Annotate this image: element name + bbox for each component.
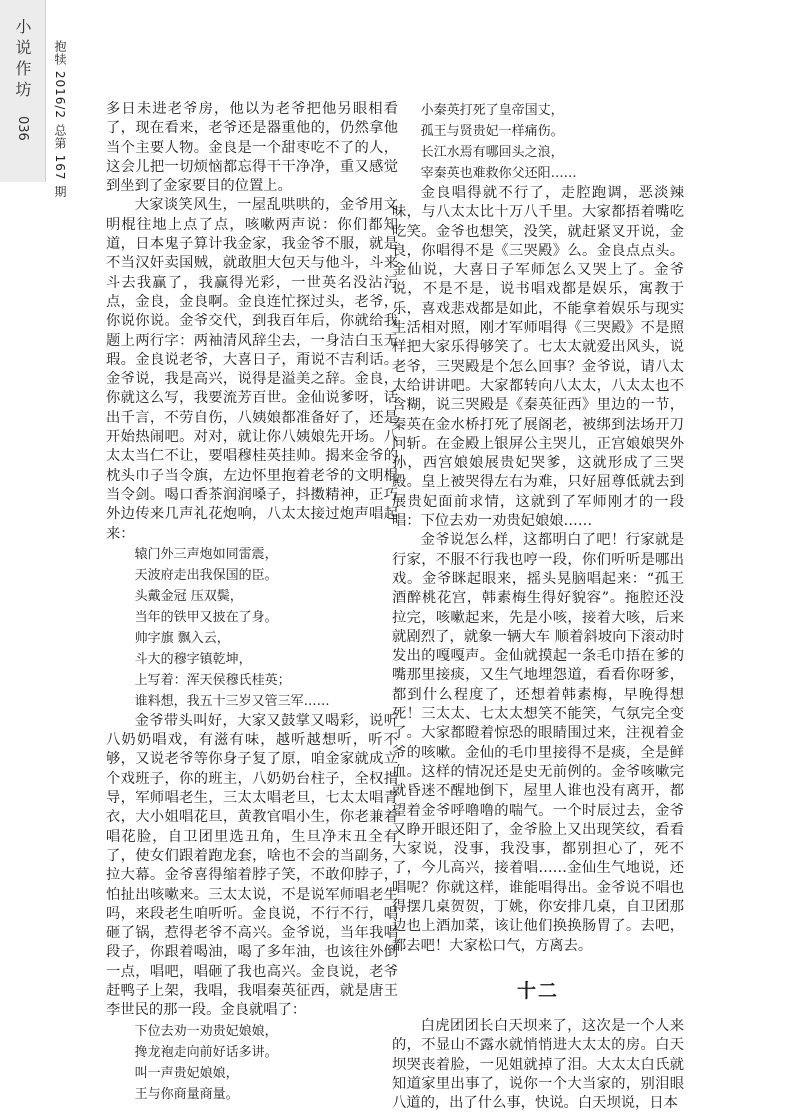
verse-line: 天波府走出我保国的臣。 bbox=[134, 567, 278, 583]
verse-line: 斗大的穆字镇乾坤， bbox=[134, 651, 252, 667]
verse-line: 头戴金冠 压双鬓， bbox=[134, 588, 243, 604]
verse-line: 谁料想，我五十三岁又管三军…… bbox=[134, 693, 330, 709]
paragraph: 多日未进老爷房，他以为老爷把他另眼相看了，现在看来，老爷还是器重他的，仍然拿他当个主要人物。金良是一个甜枣吃不了的人，这会儿把一切烦恼都忘得干干净净，重又感觉到坐到了金家要目的位置上。 bbox=[106, 101, 398, 195]
verse-line: 叫一声贵妃娘娘， bbox=[134, 1065, 239, 1081]
chapter-heading: 十二 bbox=[516, 979, 559, 1002]
issue-info bbox=[52, 40, 69, 198]
right-column bbox=[392, 100, 684, 1114]
verse-line: 宰秦英也难救你父还阳…… bbox=[420, 166, 577, 181]
paragraph: 金爷带头叫好，大家又鼓掌又喝彩，说听八奶奶唱戏，有滋有味，越听越想听，听不够，又说老爷等你身子复了原，咱金家就成立个戏班子，你的班主，八奶奶台柱子，全权指导，军师唱老生，三太太唱老旦，七太太唱青衣，大小姐唱花旦，黄教官唱小生，你老兼着唱花脸，自卫团里选丑角，生旦净末丑全有了，使女们跟着跑龙套，啥也不会的当副务，拉大幕。金爷喜得缩着脖子笑，不敢仰脖子，怕扯出咳嗽来。三太太说，不是说军师唱老生吗，来段老生咱听听。金良说，不行不行，唱砸了锅，惹得老爷不高兴。金爷说，当年我唱段子，你跟着喝油，喝了多年油，也该往外倒一点，唱吧，唱砸了我也高兴。金良说，老爷赶鸭子上架，我唱，我唱秦英征西，就是唐王李世民的那一段。金良就唱了： bbox=[106, 712, 398, 1019]
section-tab bbox=[0, 0, 46, 182]
issue-text: 抱犊 2016/2 总第 167 期 bbox=[53, 40, 67, 199]
verse-line: 辕门外三声炮如同雷震， bbox=[134, 546, 278, 562]
verse-line: 帅字旗 飘入云， bbox=[134, 630, 230, 646]
verse-line: 长江水焉有哪回头之浪， bbox=[420, 145, 564, 160]
verse-line: 小秦英打死了皇帝国丈， bbox=[420, 103, 564, 118]
verse-line: 搀龙袍走向前好话多讲。 bbox=[134, 1044, 278, 1060]
section-name: 小说作坊 bbox=[13, 18, 32, 102]
paragraph: 白虎团团长白天坝来了，这次是一个人来的，不显山不露水就悄悄进大太太的房。白天坝哭丧着脸，一见姐就掉了泪。大太太白氏就知道家里出事了，说你一个大当家的，别泪眼八道的，出了什么事，快说。白天坝说，日本 bbox=[392, 1018, 684, 1112]
left-column bbox=[106, 100, 398, 1105]
verse-block bbox=[106, 1021, 398, 1105]
paragraph: 大家谈笑风生，一屋乱哄哄的，金爷用文明棍往地上点了点，咳嗽两声说：你们都知道，日本鬼子算计我金家，我金爷不服，就是不当汉奸卖国贼，就敢胆大包天与他斗，斗来斗去我赢了，我赢得光彩，一世英名没沾污点，金良，金良啊。金良连忙探过头，老爷，你说你说。金爷交代，到我百年后，你就给我题上两行字：两袖清风辞尘去，一身洁白玉无瑕。金良说老爷，大喜日子，甭说不吉利话。金爷说，我是高兴，说得是溢美之辞。金良，你就这么写，我要流芳百世。金仙说爹呀，话出千言，不劳自伤，八姨娘都准备好了，还是开始热闹吧。对对，就让你八姨娘先开场。八太太当仁不让，要唱穆桂英挂帅。揭来金爷的枕头巾子当令旗，左边怀里抱着老爷的文明棍当令剑。喝口香茶润润嗓子，抖擞精神，正巧外边传来几声礼花炮响，八太太接过炮声唱起来： bbox=[106, 197, 398, 542]
verse-line: 上写着：浑天侯穆氏桂英； bbox=[134, 672, 291, 688]
verse-line: 当年的铁甲又披在了身。 bbox=[134, 609, 278, 625]
page-number: 036 bbox=[15, 116, 30, 141]
paragraph: 金爷说怎么样，这都明白了吧！行家就是行家，不服不行我也哼一段，你们听听是哪出戏。金爷眯起眼来，摇头晃脑唱起来：“孤王酒醉桃花宫，韩素梅生得好貌容”。拖腔还没拉完，咳嗽起来，先是小咳，接着大咳，后来就剧烈了，就象一辆大车 顺着斜坡向下滚动时发出的嘎嘎声。金仙就摸起一条毛巾捂在爹的嘴那里接痰，又生气地埋怨道，看看你呀爹，都到什么程度了，还想着韩素梅，早晚得想死！三太太、七太太想笑不能笑，气氛完全变了。大家都瞪着惊恐的眼睛围过来，注视着金爷的咳嗽。金仙的毛巾里接得不是痰，全是鲜血。这样的情况还是史无前例的。金爷咳嗽完就昏迷不醒地倒下，屋里人谁也没有离开，都望着金爷呼噜噜的喘气。一个时辰过去，金爷又睁开眼还阳了，金爷脸上又出现笑纹，看看大家说，没事，我没事，都别担心了，死不了，今儿高兴，接着唱……金仙生气地说，还唱呢？你就这样，谁能唱得出。金爷说不唱也得摆几桌贺贺，丁姚，你安排几桌，自卫团那边也上酒加菜，该让他们换换肠胃了。去吧，都去吧！大家松口气，方离去。 bbox=[392, 532, 684, 954]
paragraph: 金良唱得就不行了，走腔跑调，恶淡辣味，与八太太比十万八千里。大家都捂着嘴吃吃笑。金爷也想笑，没笑，就赶紧叉开说，金良，你唱得不是《三哭殿》么。金良点点头。金仙说，大喜日子军师怎么又哭上了。金爷说，不是不是，说书唱戏都是娱乐，寓教于乐，喜戏悲戏都是如此，不能拿着娱乐与现实生活相对照，刚才军师唱得《三哭殿》不是照样把大家乐得够笑了。七太太就爱出风头，说老爷，三哭殿是个怎么回事？金爷说，请八太太给讲讲吧。大家都转向八太太，八太太也不含糊，说三哭殿是《秦英征西》里边的一节，秦英在金水桥打死了展阁老，被绑到法场开刀问斩。在金殿上银屏公主哭儿，正宫娘娘哭外孙，西宫娘娘展贵妃哭爹，这就形成了三哭殿。皇上被哭得左右为难，只好屈尊低就去到展贵妃面前求情，这就到了军师刚才的一段唱：下位去劝一劝贵妃娘娘…… bbox=[392, 185, 684, 530]
verse-line: 孤王与贤贵妃一样痛伤。 bbox=[420, 124, 564, 139]
verse-block bbox=[106, 544, 398, 712]
verse-block bbox=[392, 100, 684, 184]
verse-line: 王与你商量商量。 bbox=[134, 1086, 239, 1102]
verse-line: 下位去劝一劝贵妃娘娘， bbox=[134, 1023, 278, 1039]
